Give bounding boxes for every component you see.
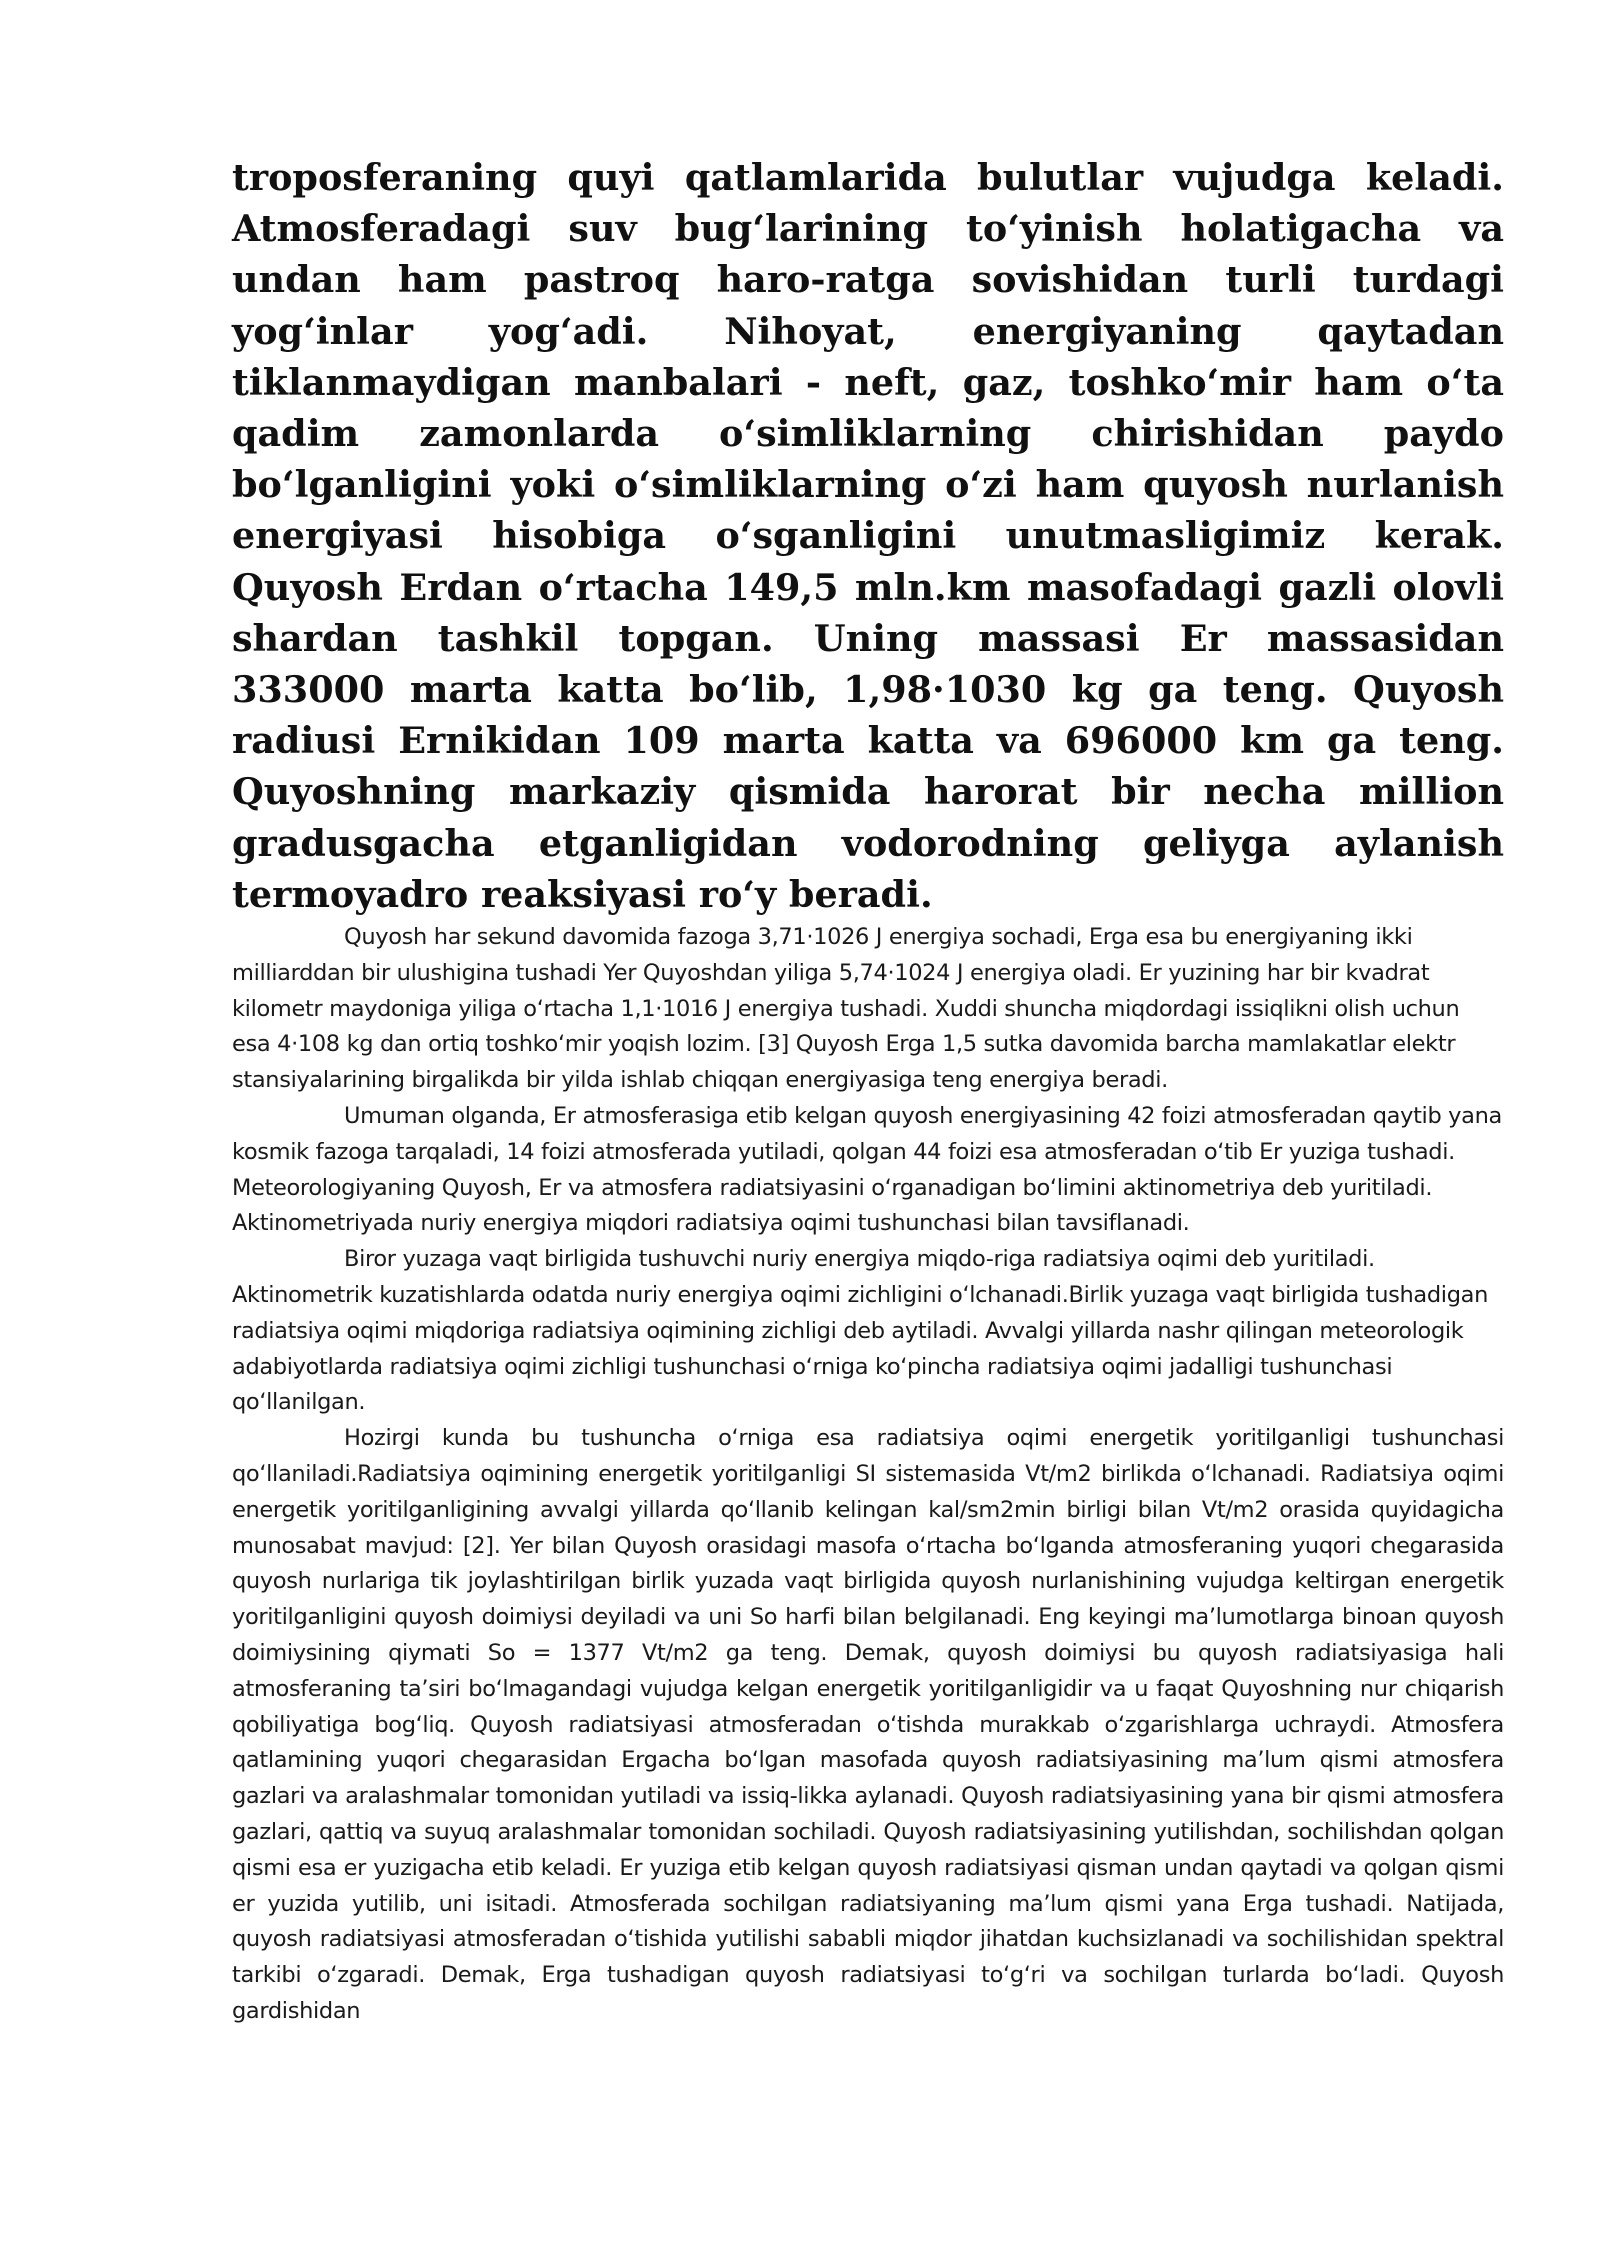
paragraph-solar-constant: Hozirgi kunda bu tushuncha o‘rniga esa radiatsiya oqimi energetik yoritilganligi tushunchasi qo‘llaniladi.Radiatsiya oqimining energetik yoritilganligi SI sistemasida Vt/m2 birlikda o‘lchanadi. Radiatsiya oqimi energetik yoritilganligining avvalgi yillarda qo‘llanib kelingan kal/sm2min birligi bilan Vt/m2 orasida quyidagicha munosabat mavjud: [2]. Yer bilan Quyosh orasidagi masofa o‘rtacha bo‘lganda atmosferaning yuqori chegarasida quyosh nurlariga tik joylashtirilgan birlik yuzada vaqt birligida quyosh nurlanishining vujudga keltirgan energetik yoritilganligini quyosh doimiysi deyiladi va uni So harfi bilan belgilanadi. Eng keyingi ma’lumotlarga binoan quyosh doimiysining qiymati So = 1377 Vt/m2 ga teng. Demak, quyosh doimiysi bu quyosh radiatsiyasiga hali atmosferaning ta’siri bo‘lmagandagi vujudga kelgan energetik yoritilganligidir va u faqat Quyoshning nur chiqarish qobiliyatiga bog‘liq. Quyosh radiatsiyasi atmosferadan o‘tishda murakkab o‘zgarishlarga uchraydi. Atmosfera qatlamining yuqori chegarasidan Ergacha bo‘lgan masofada quyosh radiatsiyasining ma’lum qismi atmosfera gazlari va aralashmalar tomonidan yutiladi va issiq-likka aylanadi. Quyosh radiatsiyasining yana bir qismi atmosfera gazlari, qattiq va suyuq aralashmalar tomonidan sochiladi. Quyosh radiatsiyasining yutilishdan, sochilishdan qolgan qismi esa er yuzigacha etib keladi. Er yuziga etib kelgan quyosh radiatsiyasi qisman undan qaytadi va qolgan qismi er yuzida yutilib, uni isitadi. Atmosferada sochilgan radiatsiyaning ma’lum qismi yana Erga tushadi. Natijada, quyosh radiatsiyasi atmosferadan o‘tishida yutilishi sababli miqdor jihatdan kuchsizlanadi va sochilishidan spektral tarkibi o‘zgaradi. Demak, Erga tushadigan quyosh radiatsiyasi to‘g‘ri va sochilgan turlarda bo‘ladi. Quyosh gardishidan — [232, 1425, 1504, 2024]
paragraph-energy-distribution: Umuman olganda, Er atmosferasiga etib kelgan quyosh energiyasining 42 foizi atmosferadan qaytib yana kosmik fazoga tarqaladi, 14 foizi atmosferada yutiladi, qolgan 44 foizi esa atmosferadan o‘tib Er yuziga tushadi. Meteorologiyaning Quyosh, Er va atmosfera radiatsiyasini o‘rganadigan bo‘limini aktinometriya deb yuritiladi. Aktinometriyada nuriy energiya miqdori radiatsiya oqimi tushunchasi bilan tavsiflanadi. — [232, 1103, 1502, 1237]
bold-paragraph: troposferaning quyi qatlamlarida bulutlar vujudga keladi. Atmosferadagi suv bug‘larining to‘yinish holatigacha va undan ham pastroq haro-ratga sovishidan turli turdagi yog‘inlar yog‘adi. Nihoyat, energiyaning qaytadan tiklanmaydigan manbalari - neft, gaz, toshko‘mir ham o‘ta qadim zamonlarda o‘simliklarning chirishidan paydo bo‘lganligini yoki o‘simliklarning o‘zi ham quyosh nurlanish energiyasi hisobiga o‘sganligini unutmasligimiz kerak. Quyosh Erdan o‘rtacha 149,5 mln.km masofadagi gazli olovli shardan tashkil topgan. Uning massasi Er massasidan 333000 marta katta bo‘lib, 1,98·1030 kg ga teng. Quyosh radiusi Ernikidan 109 marta katta va 696000 km ga teng. Quyoshning markaziy qismida harorat bir necha million gradusgacha etganligidan vodorodning geliyga aylanish termoyadro reaksiyasi ro‘y beradi. — [232, 156, 1504, 916]
document-page — [232, 152, 1504, 2030]
paragraph-solar-energy: Quyosh har sekund davomida fazoga 3,71·1026 J energiya sochadi, Erga esa bu energiyaning ikki milliarddan bir ulushigina tushadi Yer Quyoshdan yiliga 5,74·1024 J energiya oladi. Er yuzining har bir kvadrat kilometr maydoniga yiliga o‘rtacha 1,1·1016 J energiya tushadi. Xuddi shuncha miqdordagi issiqlikni olish uchun esa 4·108 kg dan ortiq toshko‘mir yoqish lozim. [3] Quyosh Erga 1,5 sutka davomida barcha mamlakatlar elektr stansiyalarining birgalikda bir yilda ishlab chiqqan energiyasiga teng energiya beradi. — [232, 924, 1460, 1094]
paragraph-radiation-flux: Biror yuzaga vaqt birligida tushuvchi nuriy energiya miqdo-riga radiatsiya oqimi deb yuritiladi. Aktinometrik kuzatishlarda odatda nuriy energiya oqimi zichligini o‘lchanadi.Birlik yuzaga vaqt birligida tushadigan radiatsiya oqimi miqdoriga radiatsiya oqimining zichligi deb aytiladi. Avvalgi yillarda nashr qilingan meteorologik adabiyotlarda radiatsiya oqimi zichligi tushunchasi o‘rniga ko‘pincha radiatsiya oqimi jadalligi tushunchasi qo‘llanilgan. — [232, 1246, 1488, 1416]
